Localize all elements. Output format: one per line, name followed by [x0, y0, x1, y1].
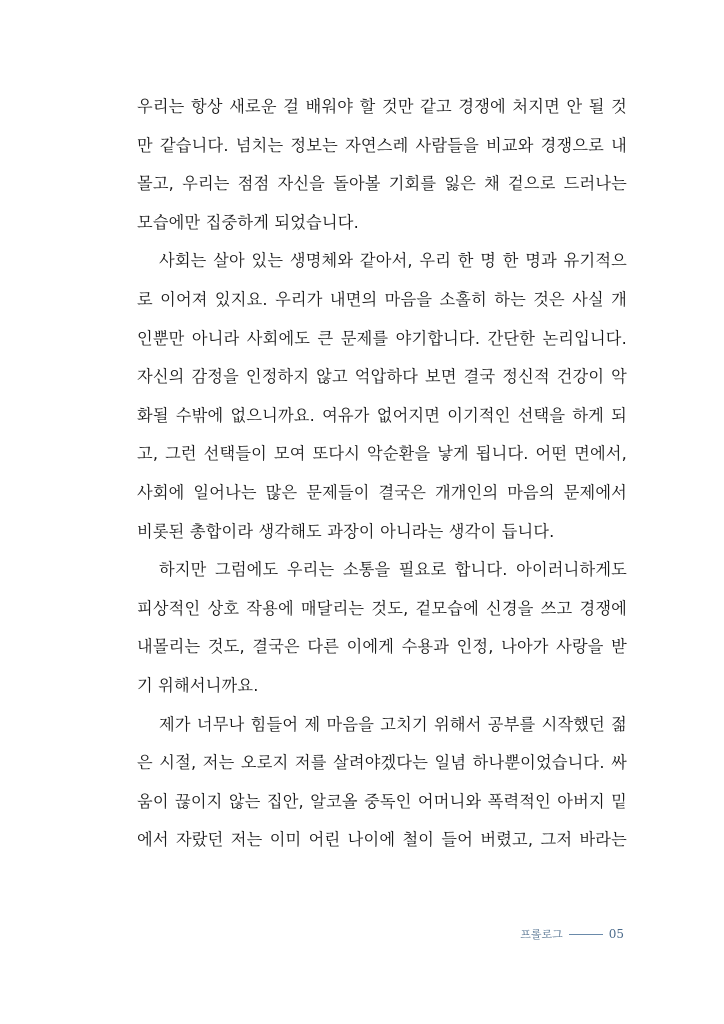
page-body-text: [137, 88, 627, 860]
text-line: 사회에 일어나는 많은 문제들이 결국은 개개인의 마음의 문제에서: [137, 482, 627, 502]
text-line: 제가 너무나 힘들어 제 마음을 고치기 위해서 공부를 시작했던 젊: [159, 714, 627, 734]
section-title: 프롤로그: [520, 928, 563, 941]
text-line: 움이 끊이지 않는 집안, 알코올 중독인 어머니와 폭력적인 아버지 밑: [137, 791, 627, 811]
text-line: 인뿐만 아니라 사회에도 큰 문제를 야기합니다. 간단한 논리입니다.: [137, 328, 627, 348]
text-line: 비롯된 총합이라 생각해도 과장이 아니라는 생각이 듭니다.: [137, 521, 555, 541]
footer-rule: [569, 934, 603, 935]
text-line: 자신의 감정을 인정하지 않고 억압하다 보면 결국 정신적 건강이 악: [137, 367, 627, 387]
text-line: 은 시절, 저는 오로지 저를 살려야겠다는 일념 하나뿐이었습니다. 싸: [137, 753, 627, 773]
text-line: 고, 그런 선택들이 모여 또다시 악순환을 낳게 됩니다. 어떤 면에서,: [137, 444, 627, 464]
text-line: 하지만 그럼에도 우리는 소통을 필요로 합니다. 아이러니하게도: [159, 560, 627, 580]
page-number: 05: [608, 927, 624, 941]
text-line: 화될 수밖에 없으니까요. 여유가 없어지면 이기적인 선택을 하게 되: [137, 405, 627, 425]
text-line: 사회는 살아 있는 생명체와 같아서, 우리 한 명 한 명과 유기적으: [159, 251, 627, 271]
text-line: 로 이어져 있지요. 우리가 내면의 마음을 소홀히 하는 것은 사실 개: [137, 289, 627, 309]
text-line: 기 위해서니까요.: [137, 675, 259, 695]
page-footer: [520, 926, 624, 942]
text-line: 에서 자랐던 저는 이미 어린 나이에 철이 들어 버렸고, 그저 바라는: [137, 830, 627, 850]
text-line: 만 같습니다. 넘치는 정보는 자연스레 사람들을 비교와 경쟁으로 내: [137, 135, 627, 155]
text-line: 내몰리는 것도, 결국은 다른 이에게 수용과 인정, 나아가 사랑을 받: [137, 637, 627, 657]
text-line: 모습에만 집중하게 되었습니다.: [137, 212, 359, 232]
text-line: 몰고, 우리는 점점 자신을 돌아볼 기회를 잃은 채 겉으로 드러나는: [137, 174, 627, 194]
text-line: 우리는 항상 새로운 걸 배워야 할 것만 같고 경쟁에 처지면 안 될 것: [137, 97, 627, 116]
text-line: 피상적인 상호 작용에 매달리는 것도, 겉모습에 신경을 쓰고 경쟁에: [137, 598, 627, 618]
